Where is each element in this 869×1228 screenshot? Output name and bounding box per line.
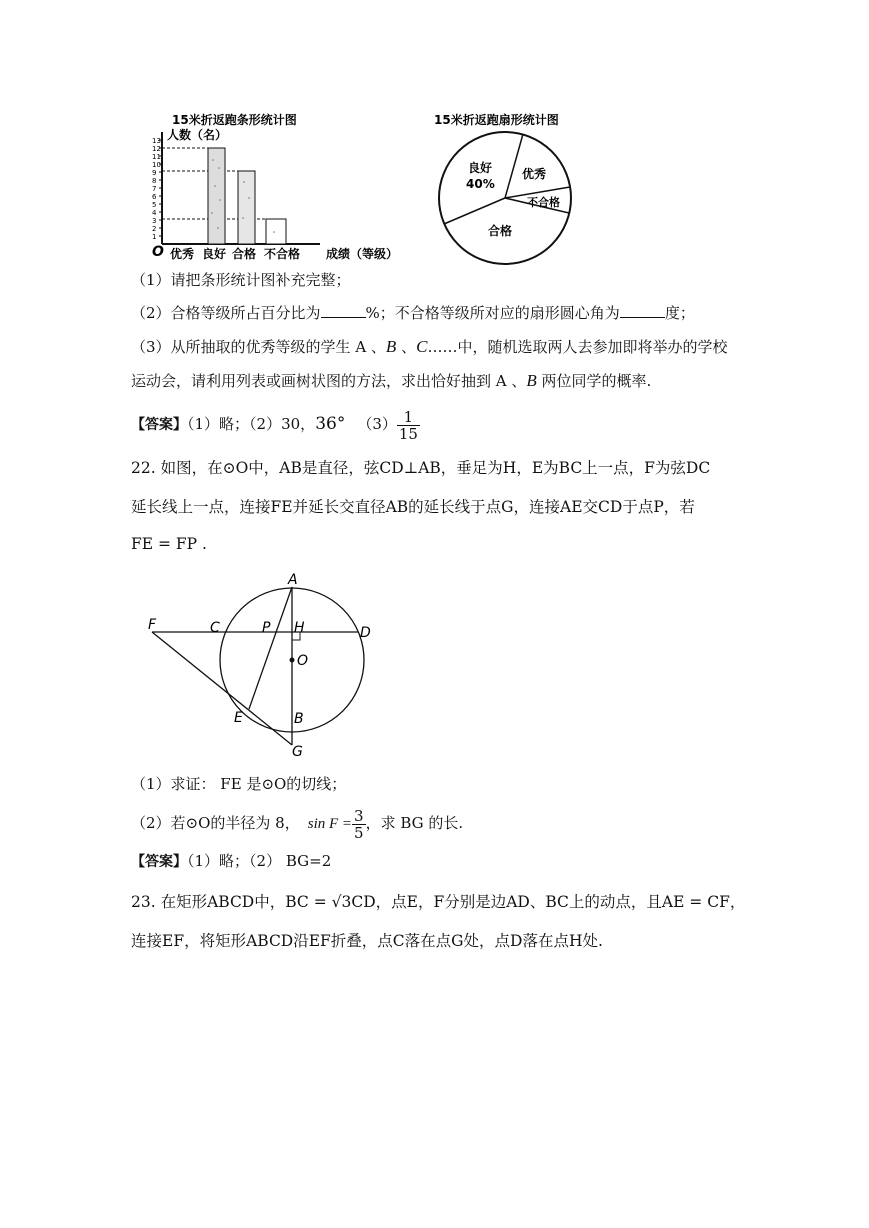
- q21-ans-den: 15: [398, 424, 418, 443]
- y-tick-label: 13: [152, 137, 161, 145]
- y-tick-label: 9: [152, 169, 157, 177]
- q22-part1: （1）求证： FE 是⊙O的切线；: [131, 775, 347, 793]
- answer-label: 【答案】: [131, 417, 187, 433]
- center-dot: [290, 658, 295, 663]
- origin-label: O: [152, 244, 164, 260]
- q22-line2: 延长线上一点，连接FE并延长交直径AB的延长线于点G，连接AE交CD于点P，若: [131, 498, 695, 516]
- q21-p3a: （3）从所抽取的优秀等级的学生 A 、: [131, 338, 386, 356]
- y-tick-label: 12: [152, 145, 161, 153]
- x-category-label: 合格: [232, 247, 257, 261]
- point-c: C: [210, 620, 220, 636]
- q21-ans-a: （1）略；（2）30，: [187, 415, 316, 433]
- q21-part2-c: 度；: [664, 304, 695, 322]
- q21-ans-num: 1: [397, 409, 420, 426]
- y-tick-label: 1: [152, 233, 157, 241]
- geometry-svg: [140, 570, 380, 760]
- pie-label-40pct: 40%: [466, 177, 495, 191]
- x-category-group: [170, 246, 300, 261]
- q21-p3e: ……中，随机选取两人去参加即将举办的学校: [427, 338, 728, 356]
- pie-chart-svg: [430, 108, 590, 268]
- bar-chart-xlabel: 成绩（等级）: [326, 247, 399, 261]
- bar-chart-svg: [140, 108, 410, 268]
- bar-chart-title: 15米折返跑条形统计图: [172, 113, 297, 127]
- q22-p2-num: 3: [354, 806, 364, 825]
- bar-chart-ylabel: 人数（名）: [167, 128, 228, 142]
- answer-label-22: 【答案】: [131, 854, 187, 870]
- q22-line1: 22. 如图，在⊙O中，AB是直径，弦CD⊥AB，垂足为H，E为BC上一点，F为弦DC: [131, 459, 711, 477]
- y-tick-label: 7: [152, 185, 157, 193]
- point-e: E: [234, 710, 243, 726]
- q22-answer: [131, 851, 331, 872]
- bar-buhege: [266, 219, 286, 244]
- bar-lianghao: [208, 148, 225, 244]
- q21-p3g: B: [526, 371, 537, 390]
- q21-p3c: 、: [396, 338, 417, 356]
- q21-p3d: C: [416, 337, 428, 356]
- blank-2: [620, 317, 665, 318]
- y-tick-label: 6: [152, 193, 157, 201]
- q22-part2: [131, 803, 463, 843]
- q22-p2c: ，求 BG 的长.: [365, 814, 464, 832]
- point-b: B: [294, 711, 304, 727]
- point-h: H: [294, 620, 305, 636]
- pie-label-hege: 合格: [488, 224, 513, 238]
- point-p: P: [262, 620, 271, 636]
- bar-hege: [238, 171, 255, 244]
- q21-part2-a: （2）合格等级所占百分比为: [131, 304, 321, 322]
- pie-label-youxiu: 优秀: [522, 167, 547, 181]
- point-o: O: [297, 653, 309, 669]
- geometry-figure: [140, 570, 380, 760]
- q21-answer: [131, 404, 420, 444]
- q21-ans-c: （3）: [357, 415, 397, 433]
- q21-p3h: 两位同学的概率.: [536, 372, 652, 390]
- x-category-label: 不合格: [264, 247, 301, 261]
- q21-part3-line1: [131, 337, 727, 357]
- blank-1: [321, 317, 366, 318]
- pie-label-buhege: 不合格: [527, 196, 560, 209]
- q21-part2-b: %；不合格等级所对应的扇形圆心角为: [365, 304, 620, 322]
- q22-p2-den: 5: [354, 823, 364, 842]
- x-category-label: 优秀: [170, 247, 195, 261]
- q22-p2a: （2）若⊙O的半径为 8，: [131, 814, 300, 832]
- point-g: G: [292, 744, 303, 760]
- line-fg: [152, 632, 292, 745]
- q21-ans-b: 36°: [315, 414, 346, 434]
- q21-ans-fraction: [397, 409, 420, 442]
- q23-line2: 连接EF，将矩形ABCD沿EF折叠，点C落在点G处，点D落在点H处.: [131, 932, 603, 950]
- q21-part1: （1）请把条形统计图补充完整；: [131, 271, 351, 289]
- y-tick-label: 11: [152, 153, 161, 161]
- pie-chart: [430, 108, 590, 268]
- q21-part3-line2: [131, 371, 651, 391]
- q23-line1: 23. 在矩形ABCD中，BC = √3CD，点E，F分别是边AD、BC上的动点，且AE = CF，: [131, 893, 746, 911]
- y-tick-label: 3: [152, 217, 157, 225]
- q22-p2b: sin F =: [307, 816, 353, 832]
- point-f: F: [148, 617, 157, 633]
- line-ae: [249, 587, 292, 709]
- y-tick-label: 2: [152, 225, 157, 233]
- y-tick-label: 10: [152, 161, 161, 169]
- q21-part2: [131, 303, 695, 323]
- q22-line3: FE = FP .: [131, 535, 207, 553]
- q21-p3b: B: [385, 337, 397, 356]
- y-tick-label: 8: [152, 177, 157, 185]
- q22-p2-fraction: [352, 808, 366, 841]
- y-tick-label: 5: [152, 201, 157, 209]
- x-category-label: 良好: [202, 247, 227, 261]
- pie-label-lianghao: 良好: [468, 161, 493, 175]
- pie-chart-title: 15米折返跑扇形统计图: [434, 113, 559, 127]
- point-d: D: [360, 625, 371, 641]
- y-tick-label: 4: [152, 209, 157, 217]
- q22-ans: （1）略；（2） BG=2: [187, 852, 332, 870]
- y-tick-group: [152, 137, 162, 241]
- q21-p3f: 运动会，请利用列表或画树状图的方法，求出恰好抽到 A 、: [131, 372, 527, 390]
- bar-chart: [140, 108, 410, 268]
- point-a: A: [288, 572, 298, 588]
